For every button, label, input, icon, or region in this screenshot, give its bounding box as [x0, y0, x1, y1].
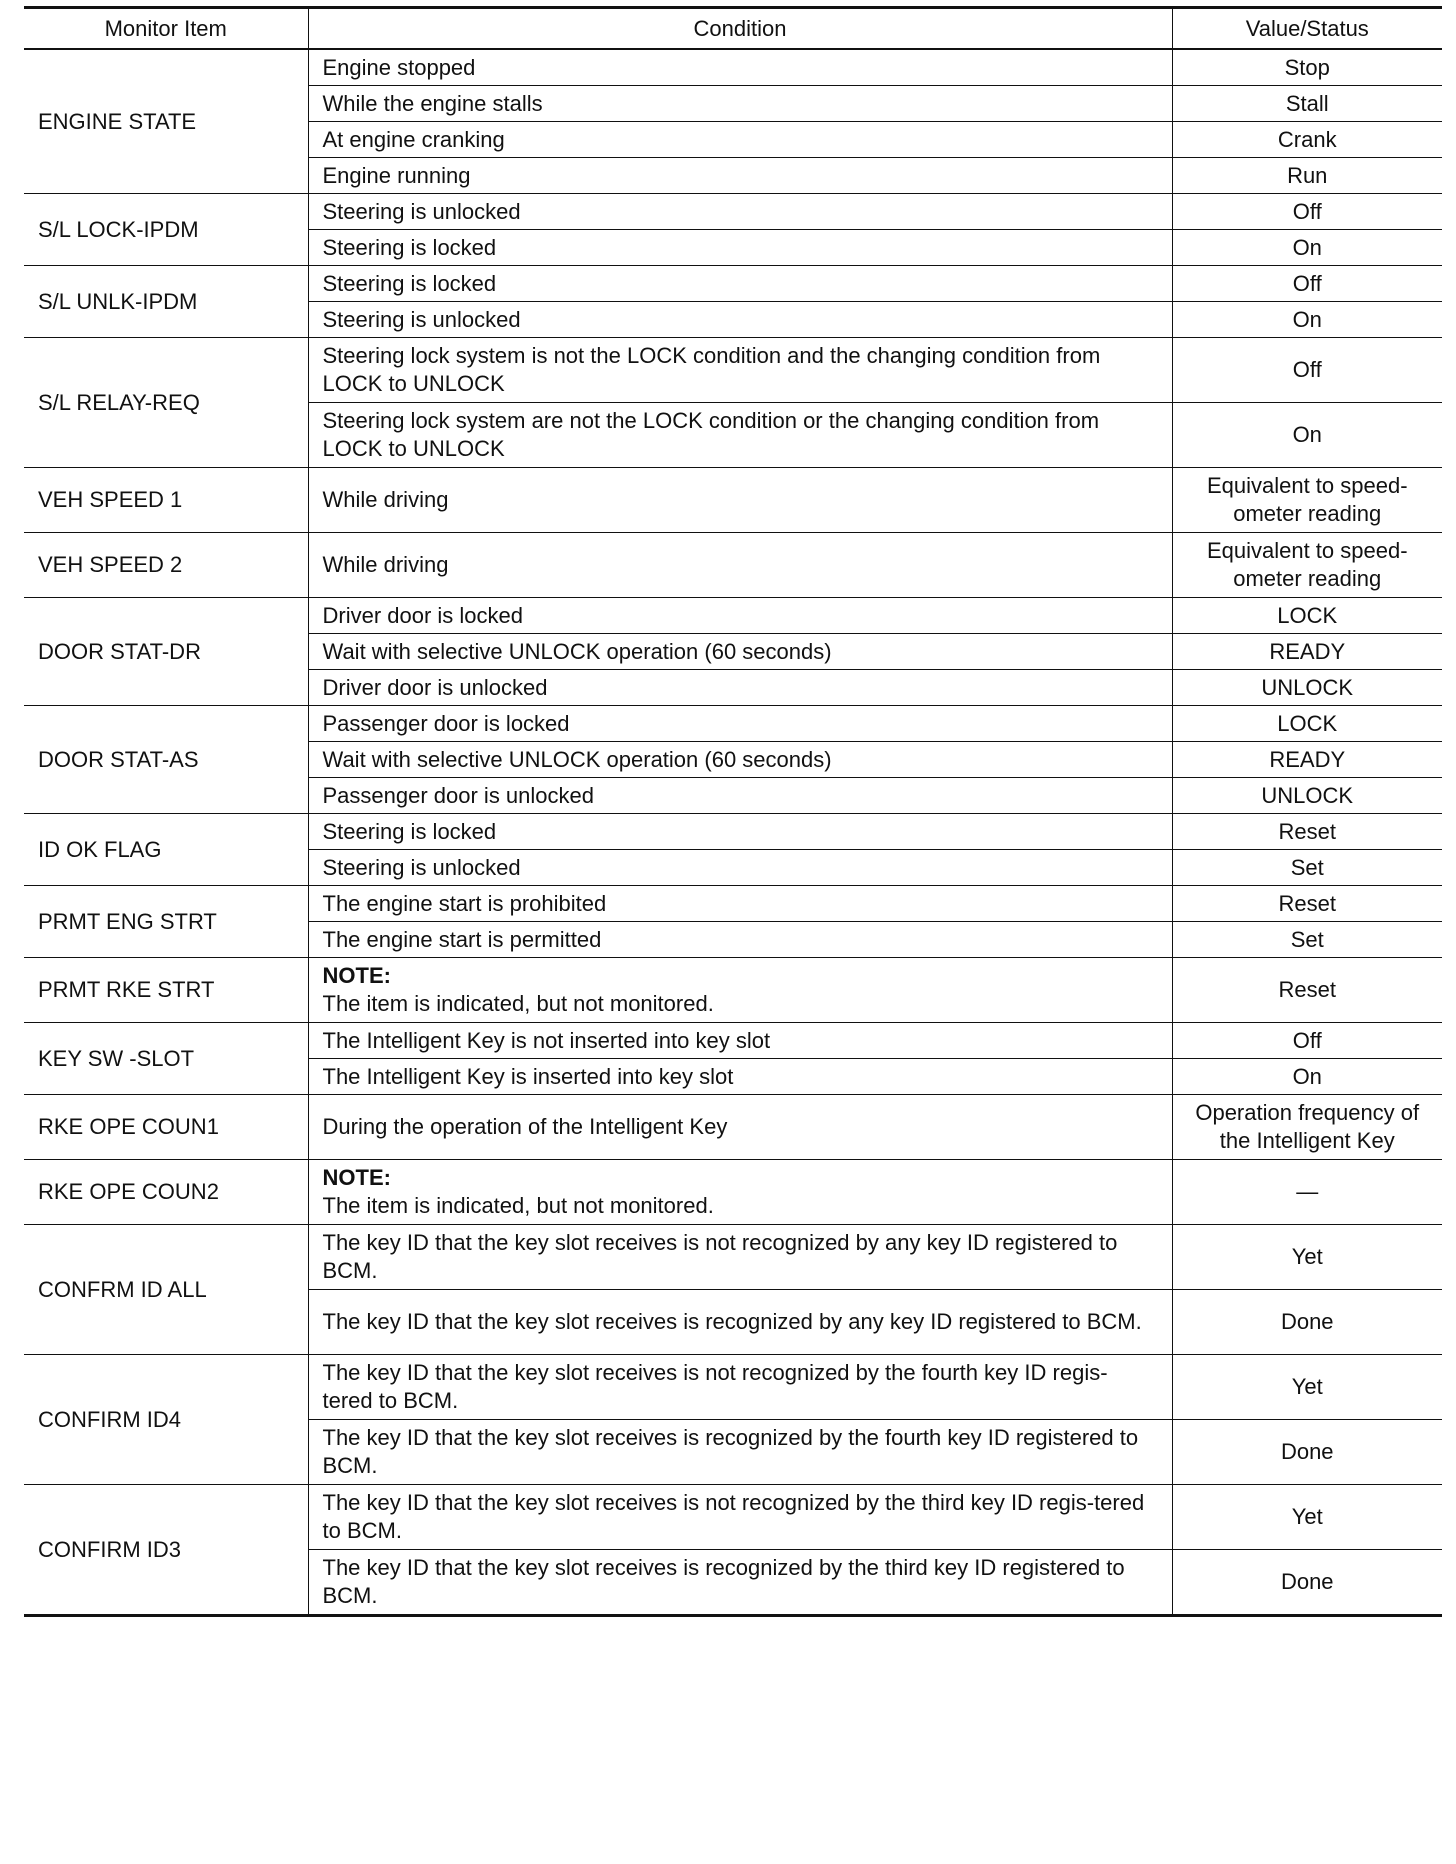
- condition-cell: Passenger door is locked: [308, 706, 1172, 742]
- condition-cell: While the engine stalls: [308, 86, 1172, 122]
- condition-cell: At engine cranking: [308, 122, 1172, 158]
- condition-cell: Wait with selective UNLOCK operation (60 seconds): [308, 634, 1172, 670]
- monitor-item-cell: KEY SW -SLOT: [24, 1023, 308, 1095]
- value-status-cell: Done: [1172, 1420, 1442, 1485]
- value-status-cell: READY: [1172, 634, 1442, 670]
- value-status-cell: Equivalent to speed-ometer reading: [1172, 468, 1442, 533]
- condition-cell: The Intelligent Key is inserted into key slot: [308, 1059, 1172, 1095]
- monitor-item-table: [24, 6, 1442, 1617]
- table-row: [24, 598, 1442, 634]
- value-status-cell: Reset: [1172, 814, 1442, 850]
- monitor-item-cell: ID OK FLAG: [24, 814, 308, 886]
- monitor-item-cell: CONFRM ID ALL: [24, 1225, 308, 1355]
- note-text: The item is indicated, but not monitored.: [322, 1193, 714, 1218]
- monitor-item-cell: ENGINE STATE: [24, 49, 308, 194]
- table-row: [24, 266, 1442, 302]
- monitor-item-cell: PRMT RKE STRT: [24, 958, 308, 1023]
- condition-cell: The key ID that the key slot receives is not recognized by the fourth key ID regis-tered to BCM.: [308, 1355, 1172, 1420]
- table-header-row: [24, 8, 1442, 50]
- table-row: [24, 533, 1442, 598]
- value-status-cell: Yet: [1172, 1355, 1442, 1420]
- condition-cell: Passenger door is unlocked: [308, 778, 1172, 814]
- condition-cell: The engine start is permitted: [308, 922, 1172, 958]
- condition-cell: While driving: [308, 533, 1172, 598]
- document-page: [24, 6, 1442, 1617]
- monitor-item-cell: DOOR STAT-DR: [24, 598, 308, 706]
- condition-cell: Driver door is locked: [308, 598, 1172, 634]
- condition-cell: Steering is locked: [308, 230, 1172, 266]
- condition-cell: Steering is unlocked: [308, 850, 1172, 886]
- table-row: [24, 338, 1442, 403]
- condition-cell: Steering lock system are not the LOCK condition or the changing condition from LOCK to UNLOCK: [308, 403, 1172, 468]
- table-row: [24, 1485, 1442, 1550]
- condition-cell: The key ID that the key slot receives is not recognized by any key ID registered to BCM.: [308, 1225, 1172, 1290]
- value-status-cell: —: [1172, 1160, 1442, 1225]
- value-status-cell: Off: [1172, 194, 1442, 230]
- monitor-item-cell: CONFIRM ID4: [24, 1355, 308, 1485]
- condition-cell: Wait with selective UNLOCK operation (60 seconds): [308, 742, 1172, 778]
- monitor-item-cell: S/L RELAY-REQ: [24, 338, 308, 468]
- value-status-cell: Reset: [1172, 958, 1442, 1023]
- table-row: [24, 1160, 1442, 1225]
- condition-cell: Driver door is unlocked: [308, 670, 1172, 706]
- table-row: [24, 468, 1442, 533]
- condition-cell: Engine stopped: [308, 49, 1172, 86]
- table-row: [24, 814, 1442, 850]
- value-status-cell: LOCK: [1172, 598, 1442, 634]
- condition-cell: While driving: [308, 468, 1172, 533]
- value-status-cell: Done: [1172, 1550, 1442, 1616]
- table-row: [24, 886, 1442, 922]
- monitor-item-cell: VEH SPEED 2: [24, 533, 308, 598]
- value-status-cell: LOCK: [1172, 706, 1442, 742]
- condition-cell: Steering is locked: [308, 814, 1172, 850]
- condition-cell: Steering is unlocked: [308, 302, 1172, 338]
- value-status-cell: READY: [1172, 742, 1442, 778]
- value-status-cell: On: [1172, 1059, 1442, 1095]
- table-body: [24, 49, 1442, 1616]
- monitor-item-cell: S/L UNLK-IPDM: [24, 266, 308, 338]
- condition-cell: Steering lock system is not the LOCK condition and the changing condition from LOCK to UNLOCK: [308, 338, 1172, 403]
- value-status-cell: Off: [1172, 1023, 1442, 1059]
- value-status-cell: Run: [1172, 158, 1442, 194]
- condition-cell: The key ID that the key slot receives is not recognized by the third key ID regis-tered to BCM.: [308, 1485, 1172, 1550]
- table-row: [24, 194, 1442, 230]
- value-status-cell: On: [1172, 302, 1442, 338]
- monitor-item-cell: PRMT ENG STRT: [24, 886, 308, 958]
- note-title: NOTE:: [322, 1165, 391, 1190]
- monitor-item-cell: RKE OPE COUN2: [24, 1160, 308, 1225]
- value-status-cell: Yet: [1172, 1225, 1442, 1290]
- value-status-cell: Operation frequency of the Intelligent Key: [1172, 1095, 1442, 1160]
- table-row: [24, 958, 1442, 1023]
- value-status-cell: Reset: [1172, 886, 1442, 922]
- value-status-cell: On: [1172, 403, 1442, 468]
- table-row: [24, 1095, 1442, 1160]
- value-status-cell: UNLOCK: [1172, 670, 1442, 706]
- condition-cell: Steering is unlocked: [308, 194, 1172, 230]
- value-status-cell: Set: [1172, 922, 1442, 958]
- monitor-item-cell: DOOR STAT-AS: [24, 706, 308, 814]
- value-status-cell: Stall: [1172, 86, 1442, 122]
- condition-cell: [308, 958, 1172, 1023]
- condition-cell: Steering is locked: [308, 266, 1172, 302]
- value-status-cell: Stop: [1172, 49, 1442, 86]
- condition-cell: During the operation of the Intelligent Key: [308, 1095, 1172, 1160]
- value-status-cell: Equivalent to speed-ometer reading: [1172, 533, 1442, 598]
- value-status-cell: Crank: [1172, 122, 1442, 158]
- condition-cell: The key ID that the key slot receives is recognized by any key ID registered to BCM.: [308, 1290, 1172, 1355]
- monitor-item-cell: CONFIRM ID3: [24, 1485, 308, 1616]
- table-row: [24, 1023, 1442, 1059]
- header-monitor-item: Monitor Item: [24, 8, 308, 50]
- note-title: NOTE:: [322, 963, 391, 988]
- value-status-cell: Off: [1172, 266, 1442, 302]
- table-row: [24, 706, 1442, 742]
- table-row: [24, 1355, 1442, 1420]
- condition-cell: Engine running: [308, 158, 1172, 194]
- value-status-cell: Set: [1172, 850, 1442, 886]
- condition-cell: The key ID that the key slot receives is recognized by the fourth key ID registered to BCM.: [308, 1420, 1172, 1485]
- value-status-cell: Off: [1172, 338, 1442, 403]
- value-status-cell: Yet: [1172, 1485, 1442, 1550]
- table-row: [24, 1225, 1442, 1290]
- note-text: The item is indicated, but not monitored.: [322, 991, 714, 1016]
- monitor-item-cell: S/L LOCK-IPDM: [24, 194, 308, 266]
- header-condition: Condition: [308, 8, 1172, 50]
- condition-cell: The engine start is prohibited: [308, 886, 1172, 922]
- table-row: [24, 49, 1442, 86]
- value-status-cell: Done: [1172, 1290, 1442, 1355]
- header-value-status: Value/Status: [1172, 8, 1442, 50]
- monitor-item-cell: VEH SPEED 1: [24, 468, 308, 533]
- value-status-cell: On: [1172, 230, 1442, 266]
- value-status-cell: UNLOCK: [1172, 778, 1442, 814]
- condition-cell: [308, 1160, 1172, 1225]
- condition-cell: The Intelligent Key is not inserted into key slot: [308, 1023, 1172, 1059]
- condition-cell: The key ID that the key slot receives is recognized by the third key ID registered to BCM.: [308, 1550, 1172, 1616]
- monitor-item-cell: RKE OPE COUN1: [24, 1095, 308, 1160]
